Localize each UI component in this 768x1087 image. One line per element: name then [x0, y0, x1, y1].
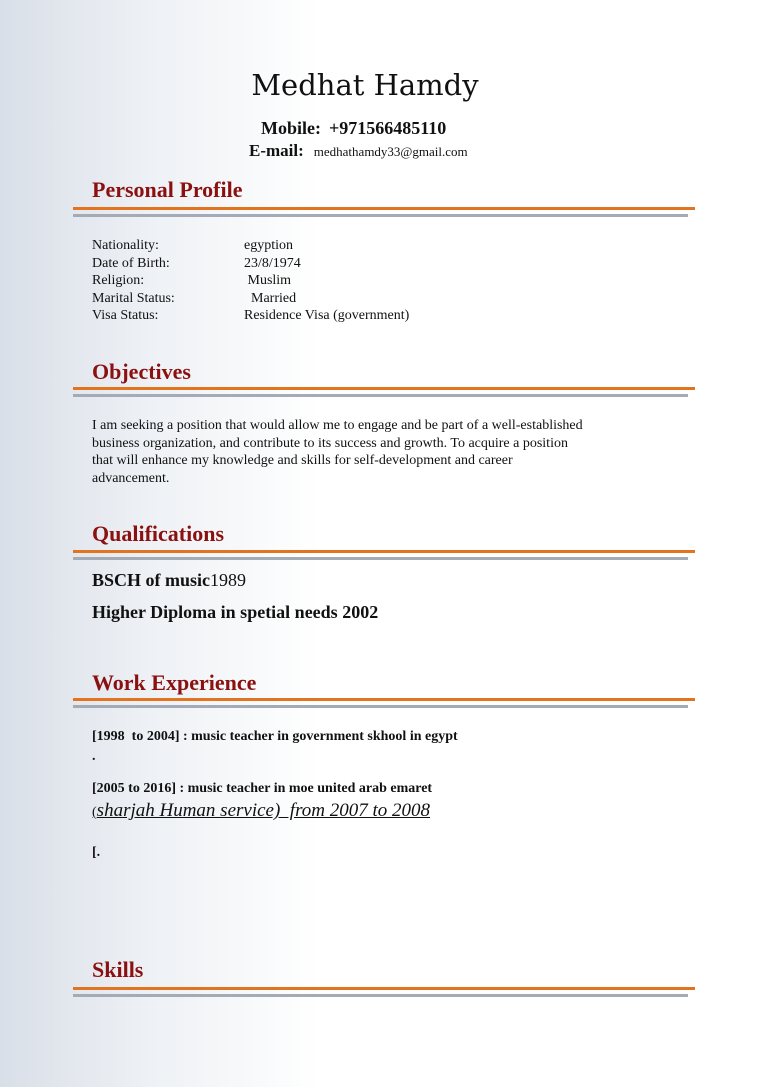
- profile-row: [92, 307, 409, 325]
- candidate-name: Medhat Hamdy: [251, 68, 479, 102]
- profile-row: [92, 255, 409, 273]
- heading-objectives: Objectives: [92, 359, 191, 384]
- work-note-text: sharjah Human service) from 2007 to 2008: [96, 800, 431, 821]
- objectives-text: [92, 417, 652, 487]
- work-item: [.: [92, 845, 101, 860]
- qualification-item: Higher Diploma in spetial needs 2002: [92, 602, 379, 622]
- qualification-item: [92, 570, 246, 591]
- profile-value: Residence Visa (government): [244, 308, 410, 323]
- work-dot: .: [92, 749, 96, 764]
- profile-value: Muslim: [244, 273, 292, 288]
- email-address: medhathamdy33@gmail.com: [313, 144, 468, 159]
- profile-label: Religion:: [92, 273, 145, 288]
- profile-row: [92, 272, 409, 290]
- qualification-title: BSCH of music: [92, 570, 211, 590]
- divider-orange: [73, 550, 695, 553]
- qualification-year: 1989: [210, 570, 247, 590]
- objectives-line: advancement.: [92, 470, 170, 486]
- divider-gray: [73, 394, 688, 397]
- divider-gray: [73, 557, 688, 560]
- heading-skills: Skills: [92, 957, 144, 982]
- mobile-line: [261, 118, 446, 139]
- profile-value: Married: [244, 290, 297, 306]
- objectives-line: business organization, and contribute to its success and growth. To acquire a position: [92, 435, 568, 451]
- heading-personal-profile: Personal Profile: [92, 177, 243, 202]
- profile-label: Nationality:: [92, 238, 159, 253]
- mobile-number: +971566485110: [329, 118, 447, 138]
- profile-value: egyption: [244, 238, 293, 253]
- divider-orange: [73, 207, 695, 210]
- divider-orange: [73, 387, 695, 390]
- divider-orange: [73, 698, 695, 701]
- divider-gray: [73, 214, 688, 217]
- objectives-line: that will enhance my knowledge and skills for self-development and career: [92, 453, 513, 468]
- heading-qualifications: Qualifications: [92, 521, 225, 546]
- email-label: E-mail:: [249, 141, 304, 160]
- profile-row: [92, 237, 409, 255]
- profile-label: Date of Birth:: [92, 255, 170, 271]
- divider-gray: [73, 994, 688, 997]
- profile-row: [92, 290, 409, 308]
- work-item: [1998 to 2004] : music teacher in government skhool in egypt: [92, 729, 458, 744]
- work-note: [92, 800, 430, 822]
- mobile-label: Mobile:: [261, 118, 321, 138]
- work-item: [2005 to 2016] : music teacher in moe united arab emaret: [92, 781, 433, 796]
- divider-orange: [73, 987, 695, 990]
- profile-label: Marital Status:: [92, 290, 175, 306]
- objectives-line: I am seeking a position that would allow me to engage and be part of a well-established: [92, 418, 583, 433]
- work-note-paren: (: [92, 805, 97, 820]
- profile-value: 23/8/1974: [244, 255, 301, 271]
- divider-gray: [73, 705, 688, 708]
- heading-work-experience: Work Experience: [92, 670, 257, 695]
- email-line: [249, 141, 468, 161]
- profile-label: Visa Status:: [92, 308, 159, 323]
- profile-table: [92, 237, 409, 325]
